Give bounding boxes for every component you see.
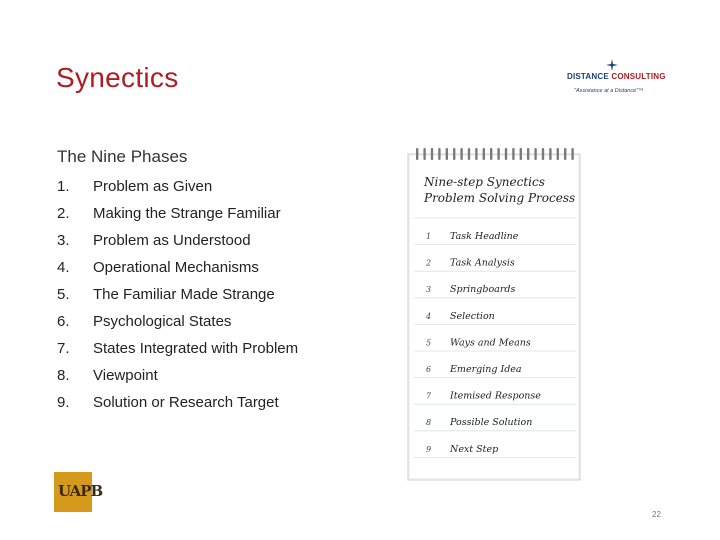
notepad-step-label: Possible Solution: [450, 417, 533, 429]
spiral-ring: [490, 148, 492, 160]
logo-wordmark: [567, 72, 666, 81]
logo-name-part2: CONSULTING: [611, 72, 666, 81]
spiral-ring: [453, 148, 455, 160]
phase-label: States Integrated with Problem: [93, 340, 299, 357]
spiral-ring: [571, 148, 573, 160]
phase-number: 8.: [57, 367, 70, 384]
notepad-title-line1: Nine-step Synectics: [424, 175, 545, 189]
distance-consulting-logo: [562, 56, 672, 100]
notepad-step-number: 5: [426, 338, 432, 348]
spiral-ring: [527, 148, 529, 160]
notepad-step-number: 2: [426, 258, 432, 268]
spiral-ring: [534, 148, 536, 160]
spiral-ring: [431, 148, 433, 160]
notepad-step-label: Task Analysis: [450, 257, 515, 269]
phase-number: 4.: [57, 259, 70, 276]
spiral-ring: [520, 148, 522, 160]
phase-label: Problem as Given: [93, 178, 213, 195]
notepad-step-label: Itemised Response: [450, 390, 541, 402]
spiral-ring: [460, 148, 462, 160]
notepad-image: [404, 146, 584, 482]
phase-label: Viewpoint: [93, 367, 158, 384]
notepad-step-number: 6: [426, 365, 432, 374]
notepad-step-label: Emerging Idea: [450, 364, 522, 375]
spiral-ring: [564, 148, 566, 160]
phase-number: 5.: [57, 286, 70, 303]
phase-label: Making the Strange Familiar: [93, 205, 281, 222]
spiral-ring: [446, 148, 448, 160]
spiral-ring: [416, 148, 418, 160]
spiral-ring: [468, 148, 470, 160]
logo-tagline: "Assistance at a Distance"™: [574, 88, 644, 94]
uapb-logo-text: UAPB: [58, 482, 103, 500]
phase-item: [57, 285, 298, 312]
phase-label: Psychological States: [93, 313, 232, 330]
phase-label: Solution or Research Target: [93, 394, 279, 411]
slide-title: Synectics: [56, 62, 179, 93]
notepad-step-label: Task Headline: [450, 231, 519, 242]
spiral-ring: [557, 148, 559, 160]
notepad-step-number: 9: [426, 444, 432, 454]
phase-item: [57, 339, 298, 366]
logo-name-part1: DISTANCE: [567, 72, 609, 81]
phase-number: 9.: [57, 394, 70, 411]
notepad-step-label: Springboards: [450, 284, 516, 296]
phase-number: 6.: [57, 313, 70, 330]
spiral-ring: [483, 148, 485, 160]
phase-item: [57, 231, 298, 258]
phase-list: [57, 177, 298, 420]
spiral-ring: [497, 148, 499, 160]
spiral-ring: [542, 148, 544, 160]
spiral-ring: [549, 148, 551, 160]
star-icon: [605, 58, 619, 72]
notepad-step-number: 8: [426, 418, 432, 428]
phase-item: [57, 177, 298, 204]
phase-number: 3.: [57, 232, 70, 249]
notepad-step-number: 1: [426, 232, 432, 241]
spiral-ring: [438, 148, 440, 160]
phase-item: [57, 366, 298, 393]
phase-number: 1.: [57, 178, 70, 195]
phase-number: 7.: [57, 340, 70, 357]
spiral-ring: [512, 148, 514, 160]
spiral-ring: [423, 148, 425, 160]
uapb-logo: [54, 472, 103, 512]
page-number: 22: [652, 510, 661, 519]
phase-item: [57, 204, 298, 231]
notepad-step-number: 7: [426, 391, 432, 401]
notepad-step-label: Ways and Means: [450, 337, 531, 349]
phase-label: Operational Mechanisms: [93, 259, 259, 276]
phase-label: The Familiar Made Strange: [93, 286, 275, 303]
phase-number: 2.: [57, 205, 70, 222]
phase-item: [57, 258, 298, 285]
section-heading: The Nine Phases: [57, 147, 188, 166]
phase-item: [57, 312, 298, 339]
phase-item: [57, 393, 298, 420]
spiral-ring: [505, 148, 507, 160]
notepad-step-number: 3: [426, 285, 432, 295]
notepad-step-label: Next Step: [450, 443, 499, 455]
phase-label: Problem as Understood: [93, 232, 251, 249]
notepad-step-number: 4: [426, 311, 432, 321]
spiral-ring: [475, 148, 477, 160]
notepad-title-line2: Problem Solving Process: [424, 191, 576, 205]
notepad-step-label: Selection: [450, 310, 495, 322]
